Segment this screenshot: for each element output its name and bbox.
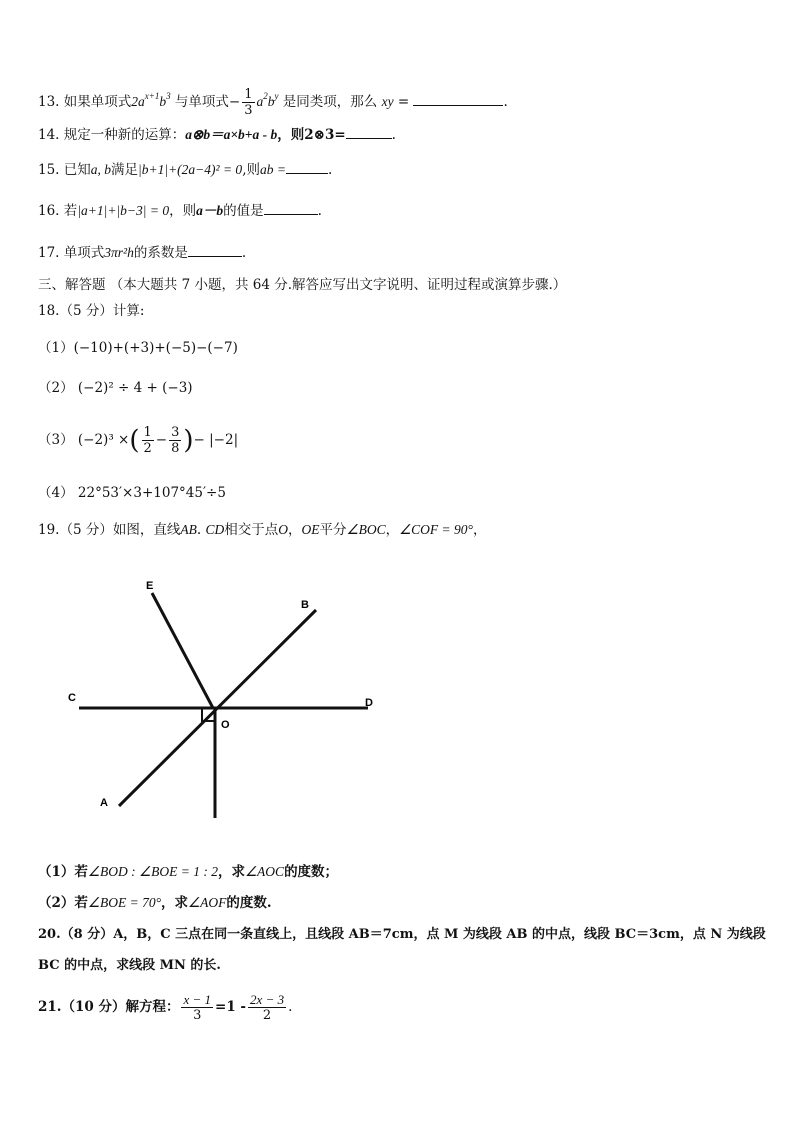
monomial: 3πr²h bbox=[104, 245, 134, 260]
question-text: 的系数是 bbox=[133, 245, 188, 261]
condition-equation: |b+1|+(2a−4)² = 0 bbox=[138, 162, 243, 177]
expression: a－b bbox=[196, 203, 224, 218]
fraction: $\frac{x - 1}{3}$ bbox=[183, 992, 212, 1023]
question-number: 15. bbox=[38, 162, 60, 178]
question-18-part-2 bbox=[38, 378, 764, 398]
question-text: ,则 bbox=[242, 162, 260, 178]
question-text: 若 bbox=[63, 203, 78, 219]
question-13: 13. 如果单项式$2a^{x+1}b^3$ 与单项式− $\frac{1}{3}$ $a^2b^y$ 是同类项，那么 xy = . bbox=[38, 87, 508, 118]
label-b: B bbox=[301, 599, 309, 611]
section-heading bbox=[38, 275, 764, 295]
question-text: 如果单项式 bbox=[63, 94, 132, 110]
right-angle-mark bbox=[202, 708, 215, 721]
expression: 22°53′×3+107°45′÷5 bbox=[77, 485, 226, 501]
question-14: 14. 规定一种新的运算：a⊗b＝a×b+a - b，则2⊗3= . bbox=[38, 127, 396, 143]
question-number: 14. bbox=[38, 127, 60, 143]
fraction: $\frac{2x - 3}{2}$ bbox=[250, 992, 285, 1023]
label-c: C bbox=[68, 692, 76, 704]
question-15: 15. 已知a, b满足|b+1|+(2a−4)² = 0,则ab = . bbox=[38, 162, 333, 178]
label-o: O bbox=[221, 719, 230, 731]
label-a: A bbox=[100, 797, 108, 809]
question-number: 16. bbox=[38, 203, 60, 219]
question-18-part-1 bbox=[38, 338, 764, 358]
expression: (−2)² ÷ 4 + (−3) bbox=[77, 380, 193, 396]
question-text: 与单项式 bbox=[174, 94, 229, 110]
section-title: 三、解答题 bbox=[38, 277, 106, 293]
answer-blank[interactable] bbox=[286, 161, 328, 174]
question-text: 规定一种新的运算： bbox=[63, 127, 186, 143]
part-label: （1） bbox=[38, 340, 74, 356]
answer-blank[interactable] bbox=[188, 244, 242, 257]
question-18-part-4 bbox=[38, 483, 764, 503]
monomial-1: $2a^{x+1}b^3$ bbox=[131, 91, 171, 109]
fraction: $\frac{1}{2}$ bbox=[143, 425, 152, 456]
answer-blank[interactable] bbox=[413, 93, 503, 106]
label-e: E bbox=[146, 580, 154, 592]
answer-blank[interactable] bbox=[264, 202, 318, 215]
question-text: 是同类项，那么 bbox=[282, 94, 378, 110]
expression: (−10)+(+3)+(−5)−(−7) bbox=[73, 340, 238, 356]
variables: a, b bbox=[90, 162, 112, 177]
expression: ab = bbox=[259, 162, 286, 177]
question-text: 单项式 bbox=[63, 245, 105, 261]
equals-sign: = bbox=[397, 94, 410, 110]
question-text: ，则 bbox=[169, 203, 197, 219]
question-19-heading: 19.（5 分）如图，直线AB. CD相交于点O，OE平分∠BOC，∠COF = 90°， bbox=[38, 522, 487, 538]
question-18-part-3: （3） (−2)³ ×( $\frac{1}{2}$ − $\frac{3}{8}$ )− |−2| bbox=[38, 425, 239, 456]
question-text: 已知 bbox=[63, 162, 91, 178]
question-17: 17. 单项式3πr²h的系数是 . bbox=[38, 245, 247, 261]
label-d: D bbox=[365, 697, 373, 709]
part-label: （3） bbox=[38, 432, 74, 448]
question-16: 16. 若|a+1|+|b−3| = 0，则a－b的值是 . bbox=[38, 203, 322, 219]
section-note: （本大题共 7 小题，共 64 分.解答应写出文字说明、证明过程或演算步骤.） bbox=[109, 277, 567, 293]
question-text: ，则2⊗3= bbox=[277, 127, 346, 143]
operation-rule: a⊗b＝a×b+a - b bbox=[185, 127, 278, 142]
line-ab bbox=[119, 610, 316, 806]
ray-oe bbox=[152, 593, 213, 708]
fraction: $\frac{3}{8}$ bbox=[171, 425, 180, 456]
question-number: 17. bbox=[38, 245, 60, 261]
question-19-part-2: （2）若∠BOE = 70°，求∠AOF的度数. bbox=[38, 895, 272, 911]
part-label: （4） bbox=[38, 485, 74, 501]
question-text: 的值是 bbox=[223, 203, 264, 219]
expression: xy bbox=[381, 94, 394, 109]
question-18-heading: 18.（5 分）计算: bbox=[38, 303, 145, 319]
part-label: （2） bbox=[38, 380, 74, 396]
question-20-line-2: BC 的中点，求线段 MN 的长. bbox=[38, 958, 221, 973]
monomial-2: − $\frac{1}{3}$ $a^2b^y$ bbox=[228, 87, 279, 118]
question-text: 满足 bbox=[111, 162, 139, 178]
answer-blank[interactable] bbox=[346, 126, 392, 139]
question-21: 21.（10 分）解方程： $\frac{x - 1}{3}$ =1 - $\frac{2x - 3}{2}$ . bbox=[38, 992, 293, 1023]
question-20-line-1: 20.（8 分）A，B，C 三点在同一条直线上，且线段 AB＝7cm，点 M 为线段 AB 的中点，线段 BC＝3cm，点 N 为线段 bbox=[38, 927, 766, 942]
question-number: 13. bbox=[38, 94, 60, 110]
question-19-part-1: （1）若∠BOD : ∠BOE = 1 : 2，求∠AOC的度数； bbox=[38, 864, 339, 880]
condition-equation: |a+1|+|b−3| = 0 bbox=[77, 203, 170, 218]
